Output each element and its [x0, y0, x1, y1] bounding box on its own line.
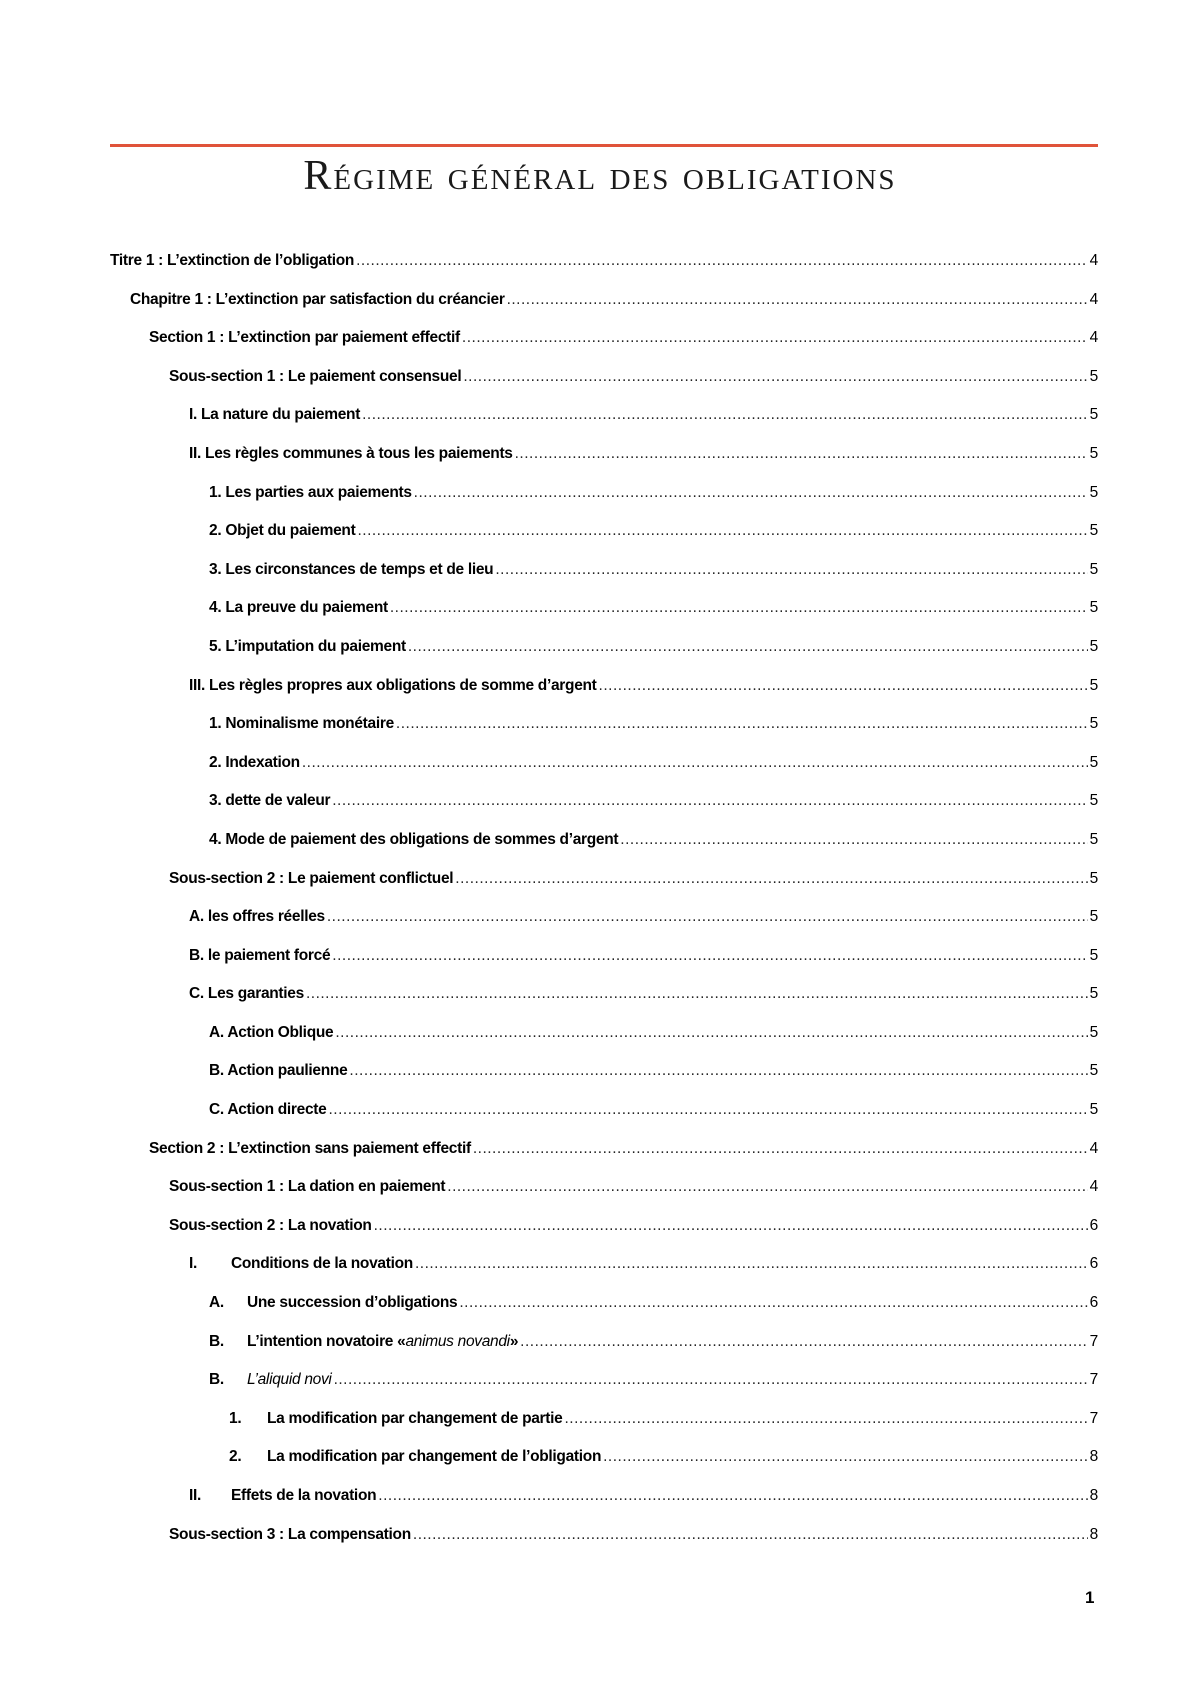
toc-entry[interactable] — [110, 1140, 1098, 1179]
toc-entry-title: C. Les garanties — [189, 985, 304, 1003]
toc-entry[interactable] — [110, 1410, 1098, 1449]
toc-dot-leader — [462, 329, 1088, 347]
toc-entry-page: 5 — [1089, 869, 1098, 887]
toc-dot-leader — [455, 870, 1087, 888]
toc-entry-title: A. les offres réelles — [189, 908, 325, 926]
toc-entry-page: 5 — [1089, 985, 1098, 1003]
toc-entry-page: 4 — [1089, 290, 1098, 308]
toc-entry-number: B. — [209, 1332, 224, 1350]
toc-entry[interactable] — [110, 522, 1098, 561]
toc-entry-page: 8 — [1089, 1448, 1098, 1466]
toc-entry-title: Sous-section 1 : Le paiement consensuel — [169, 367, 462, 385]
toc-entry-page: 5 — [1089, 753, 1098, 771]
toc-entry-page: 4 — [1089, 329, 1098, 347]
toc-entry-title: Section 1 : L’extinction par paiement effectif — [149, 329, 460, 347]
toc-entry[interactable] — [110, 1526, 1098, 1565]
toc-entry[interactable] — [110, 1255, 1098, 1294]
toc-entry[interactable] — [110, 754, 1098, 793]
toc-entry-title: 1. Nominalisme monétaire — [209, 715, 394, 733]
toc-entry[interactable] — [110, 1333, 1098, 1372]
toc-entry-title: I. La nature du paiement — [189, 406, 361, 424]
title-rule — [110, 144, 1098, 147]
toc-entry-page: 4 — [1089, 252, 1098, 269]
toc-entry-italic: L’aliquid novi — [247, 1371, 332, 1389]
toc-dot-leader — [329, 1101, 1088, 1119]
toc-entry-page: 5 — [1089, 830, 1098, 848]
toc-dot-leader — [603, 1448, 1088, 1466]
toc-dot-leader — [414, 484, 1088, 502]
toc-entry[interactable] — [110, 1062, 1098, 1101]
toc-dot-leader — [332, 792, 1087, 810]
toc-entry-title: II. Les règles communes à tous les paiements — [189, 444, 513, 462]
toc-entry-title: A. Action Oblique — [209, 1023, 334, 1041]
toc-entry-title: Sous-section 1 : La dation en paiement — [169, 1178, 446, 1196]
toc-dot-leader — [564, 1410, 1087, 1428]
toc-entry[interactable] — [110, 1487, 1098, 1526]
toc-entry-title: Effets de la novation — [231, 1487, 377, 1504]
toc-entry[interactable] — [110, 908, 1098, 947]
toc-entry[interactable] — [110, 985, 1098, 1024]
toc-entry-number: 1. — [229, 1409, 242, 1427]
toc-entry-title: 2. Indexation — [209, 753, 300, 771]
toc-entry[interactable] — [110, 484, 1098, 523]
toc-entry-title: 3. dette de valeur — [209, 792, 331, 810]
toc-dot-leader — [332, 947, 1087, 965]
toc-entry-page: 8 — [1089, 1525, 1098, 1543]
toc-entry-page: 5 — [1089, 522, 1098, 540]
toc-entry-title: 4. Mode de paiement des obligations de sommes d’argent — [209, 830, 619, 848]
toc-entry-page: 5 — [1089, 637, 1098, 655]
toc-dot-leader — [362, 406, 1088, 424]
toc-entry-title: Sous-section 2 : Le paiement conflictuel — [169, 869, 454, 887]
toc-entry[interactable] — [110, 1101, 1098, 1140]
toc-dot-leader — [599, 677, 1088, 695]
toc-entry-page: 5 — [1089, 1101, 1098, 1119]
toc-entry-title: Conditions de la novation — [231, 1255, 413, 1273]
toc-dot-leader — [463, 368, 1087, 386]
table-of-contents — [110, 252, 1098, 1564]
toc-dot-leader — [390, 599, 1088, 617]
toc-dot-leader — [495, 561, 1087, 579]
toc-dot-leader — [356, 252, 1088, 270]
toc-entry-title: 1. Les parties aux paiements — [209, 483, 412, 501]
toc-entry-title: 4. La preuve du paiement — [209, 599, 388, 617]
toc-dot-leader — [378, 1487, 1087, 1505]
toc-dot-leader — [473, 1140, 1088, 1158]
toc-entry-page: 4 — [1089, 1139, 1098, 1157]
toc-dot-leader — [620, 831, 1087, 849]
toc-entry-page: 5 — [1089, 367, 1098, 385]
toc-entry[interactable] — [110, 1178, 1098, 1217]
toc-entry-page: 8 — [1089, 1487, 1098, 1504]
toc-entry-title: B. le paiement forcé — [189, 946, 331, 964]
toc-dot-leader — [327, 908, 1088, 926]
toc-entry-page: 6 — [1089, 1255, 1098, 1273]
toc-dot-leader — [507, 291, 1088, 309]
toc-entry-page: 5 — [1089, 946, 1098, 964]
toc-entry-title: C. Action directe — [209, 1101, 327, 1119]
toc-entry[interactable] — [110, 445, 1098, 484]
toc-entry-number: II. — [189, 1487, 202, 1504]
toc-dot-leader — [357, 522, 1087, 540]
toc-entry[interactable] — [110, 870, 1098, 909]
toc-entry-page: 5 — [1089, 908, 1098, 926]
toc-entry-suffix: » — [509, 1332, 519, 1350]
toc-entry[interactable] — [110, 406, 1098, 445]
page-number: 1 — [1085, 1588, 1095, 1607]
toc-entry-page: 7 — [1089, 1371, 1098, 1389]
toc-entry[interactable] — [110, 947, 1098, 986]
toc-entry-page: 6 — [1089, 1294, 1098, 1312]
toc-dot-leader — [396, 715, 1088, 733]
document-title: Régime général des obligations — [303, 153, 897, 199]
toc-entry[interactable] — [110, 291, 1098, 330]
toc-dot-leader — [447, 1178, 1087, 1196]
toc-entry-page: 4 — [1089, 1178, 1098, 1196]
toc-entry[interactable] — [110, 638, 1098, 677]
toc-dot-leader — [408, 638, 1088, 656]
toc-entry[interactable] — [110, 599, 1098, 638]
toc-entry-number: I. — [189, 1255, 198, 1273]
toc-entry-page: 5 — [1089, 715, 1098, 733]
toc-entry-title: Une succession d’obligations — [247, 1294, 458, 1312]
toc-entry-title: B. Action paulienne — [209, 1062, 348, 1080]
toc-entry-title: Titre 1 : L’extinction de l’obligation — [110, 252, 355, 269]
toc-entry-page: 6 — [1089, 1216, 1098, 1234]
toc-entry-title: Sous-section 3 : La compensation — [169, 1525, 411, 1543]
toc-dot-leader — [335, 1024, 1087, 1042]
toc-entry-page: 5 — [1089, 1023, 1098, 1041]
toc-dot-leader — [334, 1371, 1088, 1389]
toc-entry[interactable] — [110, 831, 1098, 870]
toc-entry-page: 5 — [1089, 676, 1098, 694]
toc-entry-title: L’intention novatoire « — [247, 1332, 406, 1350]
toc-dot-leader — [415, 1255, 1088, 1273]
toc-entry-italic: animus novandi — [405, 1332, 510, 1350]
toc-entry-page: 5 — [1089, 1062, 1098, 1080]
toc-entry-page: 5 — [1089, 560, 1098, 578]
toc-entry[interactable] — [110, 561, 1098, 600]
toc-entry-title: 5. L’imputation du paiement — [209, 637, 406, 655]
toc-entry[interactable] — [110, 252, 1098, 291]
toc-entry[interactable] — [110, 677, 1098, 716]
toc-entry-page: 7 — [1089, 1409, 1098, 1427]
toc-dot-leader — [459, 1294, 1087, 1312]
toc-entry-page: 5 — [1089, 444, 1098, 462]
toc-dot-leader — [374, 1217, 1088, 1235]
toc-entry-title: Section 2 : L’extinction sans paiement effectif — [149, 1139, 471, 1157]
toc-entry-page: 5 — [1089, 599, 1098, 617]
toc-entry[interactable] — [110, 1024, 1098, 1063]
toc-entry-title: Chapitre 1 : L’extinction par satisfaction du créancier — [130, 290, 505, 308]
toc-entry-page: 7 — [1089, 1332, 1098, 1350]
toc-entry-title: III. Les règles propres aux obligations de somme d’argent — [189, 676, 597, 694]
toc-entry[interactable] — [110, 1371, 1098, 1410]
toc-dot-leader — [306, 985, 1088, 1003]
toc-dot-leader — [520, 1333, 1088, 1351]
toc-dot-leader — [302, 754, 1088, 772]
toc-entry-title: 2. Objet du paiement — [209, 522, 356, 540]
toc-entry-page: 5 — [1089, 792, 1098, 810]
toc-entry-title: 3. Les circonstances de temps et de lieu — [209, 560, 494, 578]
toc-entry-number: 2. — [229, 1448, 242, 1466]
toc-entry[interactable] — [110, 715, 1098, 754]
toc-entry-number: B. — [209, 1371, 224, 1389]
toc-entry[interactable] — [110, 329, 1098, 368]
toc-entry[interactable] — [110, 368, 1098, 407]
toc-entry-title: La modification par changement de partie — [267, 1409, 563, 1427]
toc-entry[interactable] — [110, 1294, 1098, 1333]
toc-entry-page: 5 — [1089, 483, 1098, 501]
toc-dot-leader — [515, 445, 1088, 463]
toc-entry-number: A. — [209, 1294, 224, 1312]
toc-dot-leader — [349, 1062, 1087, 1080]
toc-entry-title: La modification par changement de l’obligation — [267, 1448, 602, 1466]
toc-dot-leader — [413, 1526, 1088, 1544]
toc-entry-title: Sous-section 2 : La novation — [169, 1216, 372, 1234]
toc-entry[interactable] — [110, 1448, 1098, 1487]
toc-entry[interactable] — [110, 1217, 1098, 1256]
toc-entry-page: 5 — [1089, 406, 1098, 424]
toc-entry[interactable] — [110, 792, 1098, 831]
